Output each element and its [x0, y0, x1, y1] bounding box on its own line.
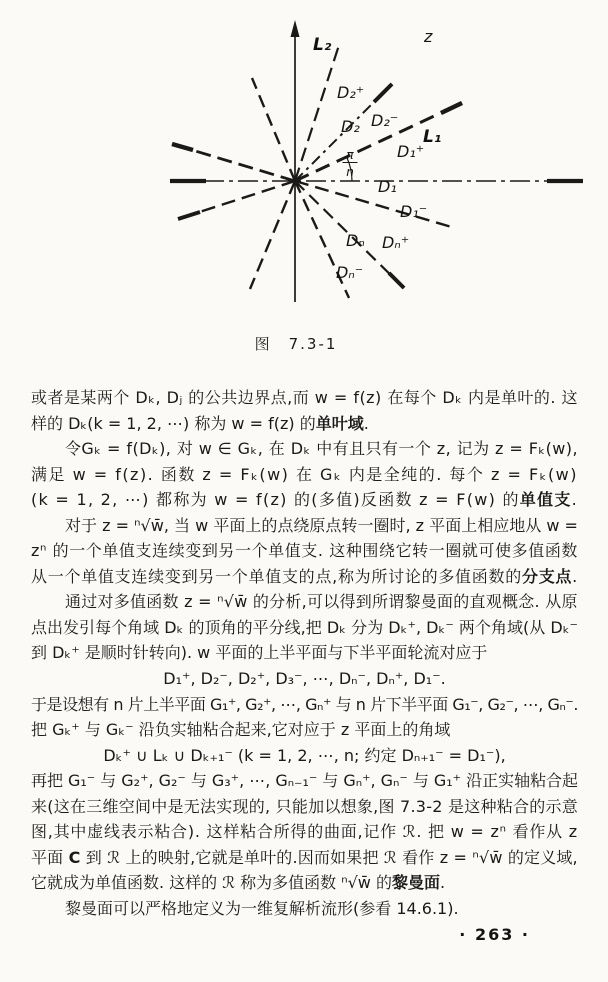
label-Dn-minus: Dₙ⁻ [336, 263, 364, 282]
text-line: 或者是某两个 Dₖ, Dⱼ 的公共边界点,而 w = f(z) 在每个 Dₖ 内是单叶的. 这 [31, 388, 578, 407]
page-number: · 263 · [459, 925, 530, 944]
ray-L2 [295, 42, 340, 181]
label-L2: L₂ [313, 35, 332, 55]
ray-upper-left-tip [172, 144, 193, 150]
text-line: 到 Dₖ⁺ 是顺时针转向). w 平面的上半平面与下半平面轮流对应于 [31, 643, 488, 663]
label-D1-plus: D₁⁺ [397, 142, 425, 161]
text-line: 于是设想有 n 片上半平面 G₁⁺, G₂⁺, ⋯, Gₙ⁺ 与 n 片下半平面 G₁⁻, G₂⁻, ⋯, Gₙ⁻. [31, 694, 578, 714]
text-line: 再把 G₁⁻ 与 G₂⁺, G₂⁻ 与 G₃⁺, ⋯, Gₙ₋₁⁻ 与 Gₙ⁺, Gₙ⁻ 与 G₁⁺ 沿正实轴粘合起 [31, 771, 578, 791]
label-D2: D₂ [341, 117, 360, 136]
text-line: 平面 C 到 ℛ 上的映射,它就是单叶的.因而如果把 ℛ 看作 z = ⁿ√w̄ 的定义域, [31, 847, 578, 867]
text-line: 通过对多值函数 z = ⁿ√w̄ 的分析,可以得到所谓黎曼面的直观概念. 从原 [65, 592, 578, 612]
ray-D2-tip [374, 84, 392, 102]
label-D2-plus: D₂⁺ [337, 83, 365, 102]
text-line: 令Gₖ = f(Dₖ), 对 w ∈ Gₖ, 在 Dₖ 中有且只有一个 z, 记为 z = Fₖ(w), [65, 439, 578, 459]
ray-Dn-tip [389, 273, 404, 288]
label-Dn: Dₙ [346, 231, 365, 250]
label-D1: D₁ [378, 177, 397, 196]
ray-L1-tip [441, 103, 462, 113]
angle-label-n: n [346, 165, 354, 179]
label-z: z [424, 27, 433, 46]
label-D2-minus: D₂⁻ [371, 111, 399, 130]
y-axis [291, 20, 300, 302]
text-line: 对于 z = ⁿ√w̄, 当 w 平面上的点绕原点转一圈时, z 平面上相应地从 w = [65, 515, 578, 535]
figure-7-3-1 [0, 0, 608, 366]
figure-caption: 图 7.3-1 [254, 335, 338, 353]
text-line: zⁿ 的一个单值支连续变到另一个单值支. 这种围绕它转一圈就可使多值函数 [31, 541, 578, 561]
ray-lower-left-steep [250, 181, 295, 289]
text-line: 它就成为单值函数. 这样的 ℛ 称为多值函数 ⁿ√w̄ 的黎曼面. [31, 873, 446, 893]
text-line: 点出发引每个角域 Dₖ 的顶角的平分线,把 Dₖ 分为 Dₖ⁺, Dₖ⁻ 两个角域(从 Dₖ⁻ [31, 617, 578, 637]
text-line: 样的 Dₖ(k = 1, 2, ⋯) 称为 w = f(z) 的单叶域. [31, 413, 369, 433]
angle-pi-over-n [343, 148, 358, 181]
text-line: 来(这在三维空间中是无法实现的, 只能加以想象,图 7.3-2 是这种粘合的示意 [31, 796, 578, 816]
angle-label-pi: π [346, 148, 354, 162]
label-Dn-plus: Dₙ⁺ [382, 233, 410, 252]
ray-lower-left-tip [178, 212, 200, 219]
label-L1: L₁ [423, 127, 442, 147]
ray-upper-left-steep [252, 78, 295, 181]
formula-line: Dₖ⁺ ∪ Lₖ ∪ Dₖ₊₁⁻ (k = 1, 2, ⋯, n; 约定 Dₙ₊₁⁻ = D₁⁻), [103, 745, 506, 765]
y-axis-arrowhead [291, 20, 300, 37]
text-line: 从一个单值支连续变到另一个单值支的点,称为所讨论的多值函数的分支点. [31, 566, 578, 586]
text-line: (k = 1, 2, ⋯) 都称为 w = f(z) 的(多值)反函数 z = F(w) 的单值支. [31, 490, 578, 510]
rays [172, 42, 462, 298]
label-D1-minus: D₁⁻ [400, 202, 428, 221]
text-line: 满足 w = f(z). 函数 z = Fₖ(w) 在 Gₖ 内是全纯的. 每个 z = Fₖ(w) [31, 464, 578, 484]
text-line: 把 Gₖ⁺ 与 Gₖ⁻ 沿负实轴粘合起来,它对应于 z 平面上的角域 [31, 720, 451, 740]
text-line: 黎曼面可以严格地定义为一维复解析流形(参看 14.6.1). [65, 898, 459, 918]
formula-line: D₁⁺, D₂⁻, D₂⁺, D₃⁻, ⋯, Dₙ⁻, Dₙ⁺, D₁⁻. [163, 669, 446, 689]
text-line: 图,其中虚线表示粘合). 这样粘合所得的曲面,记作 ℛ. 把 w = zⁿ 看作从 z [31, 822, 578, 842]
ray-lower-right-shallow [295, 181, 455, 228]
text-block [31, 385, 578, 921]
